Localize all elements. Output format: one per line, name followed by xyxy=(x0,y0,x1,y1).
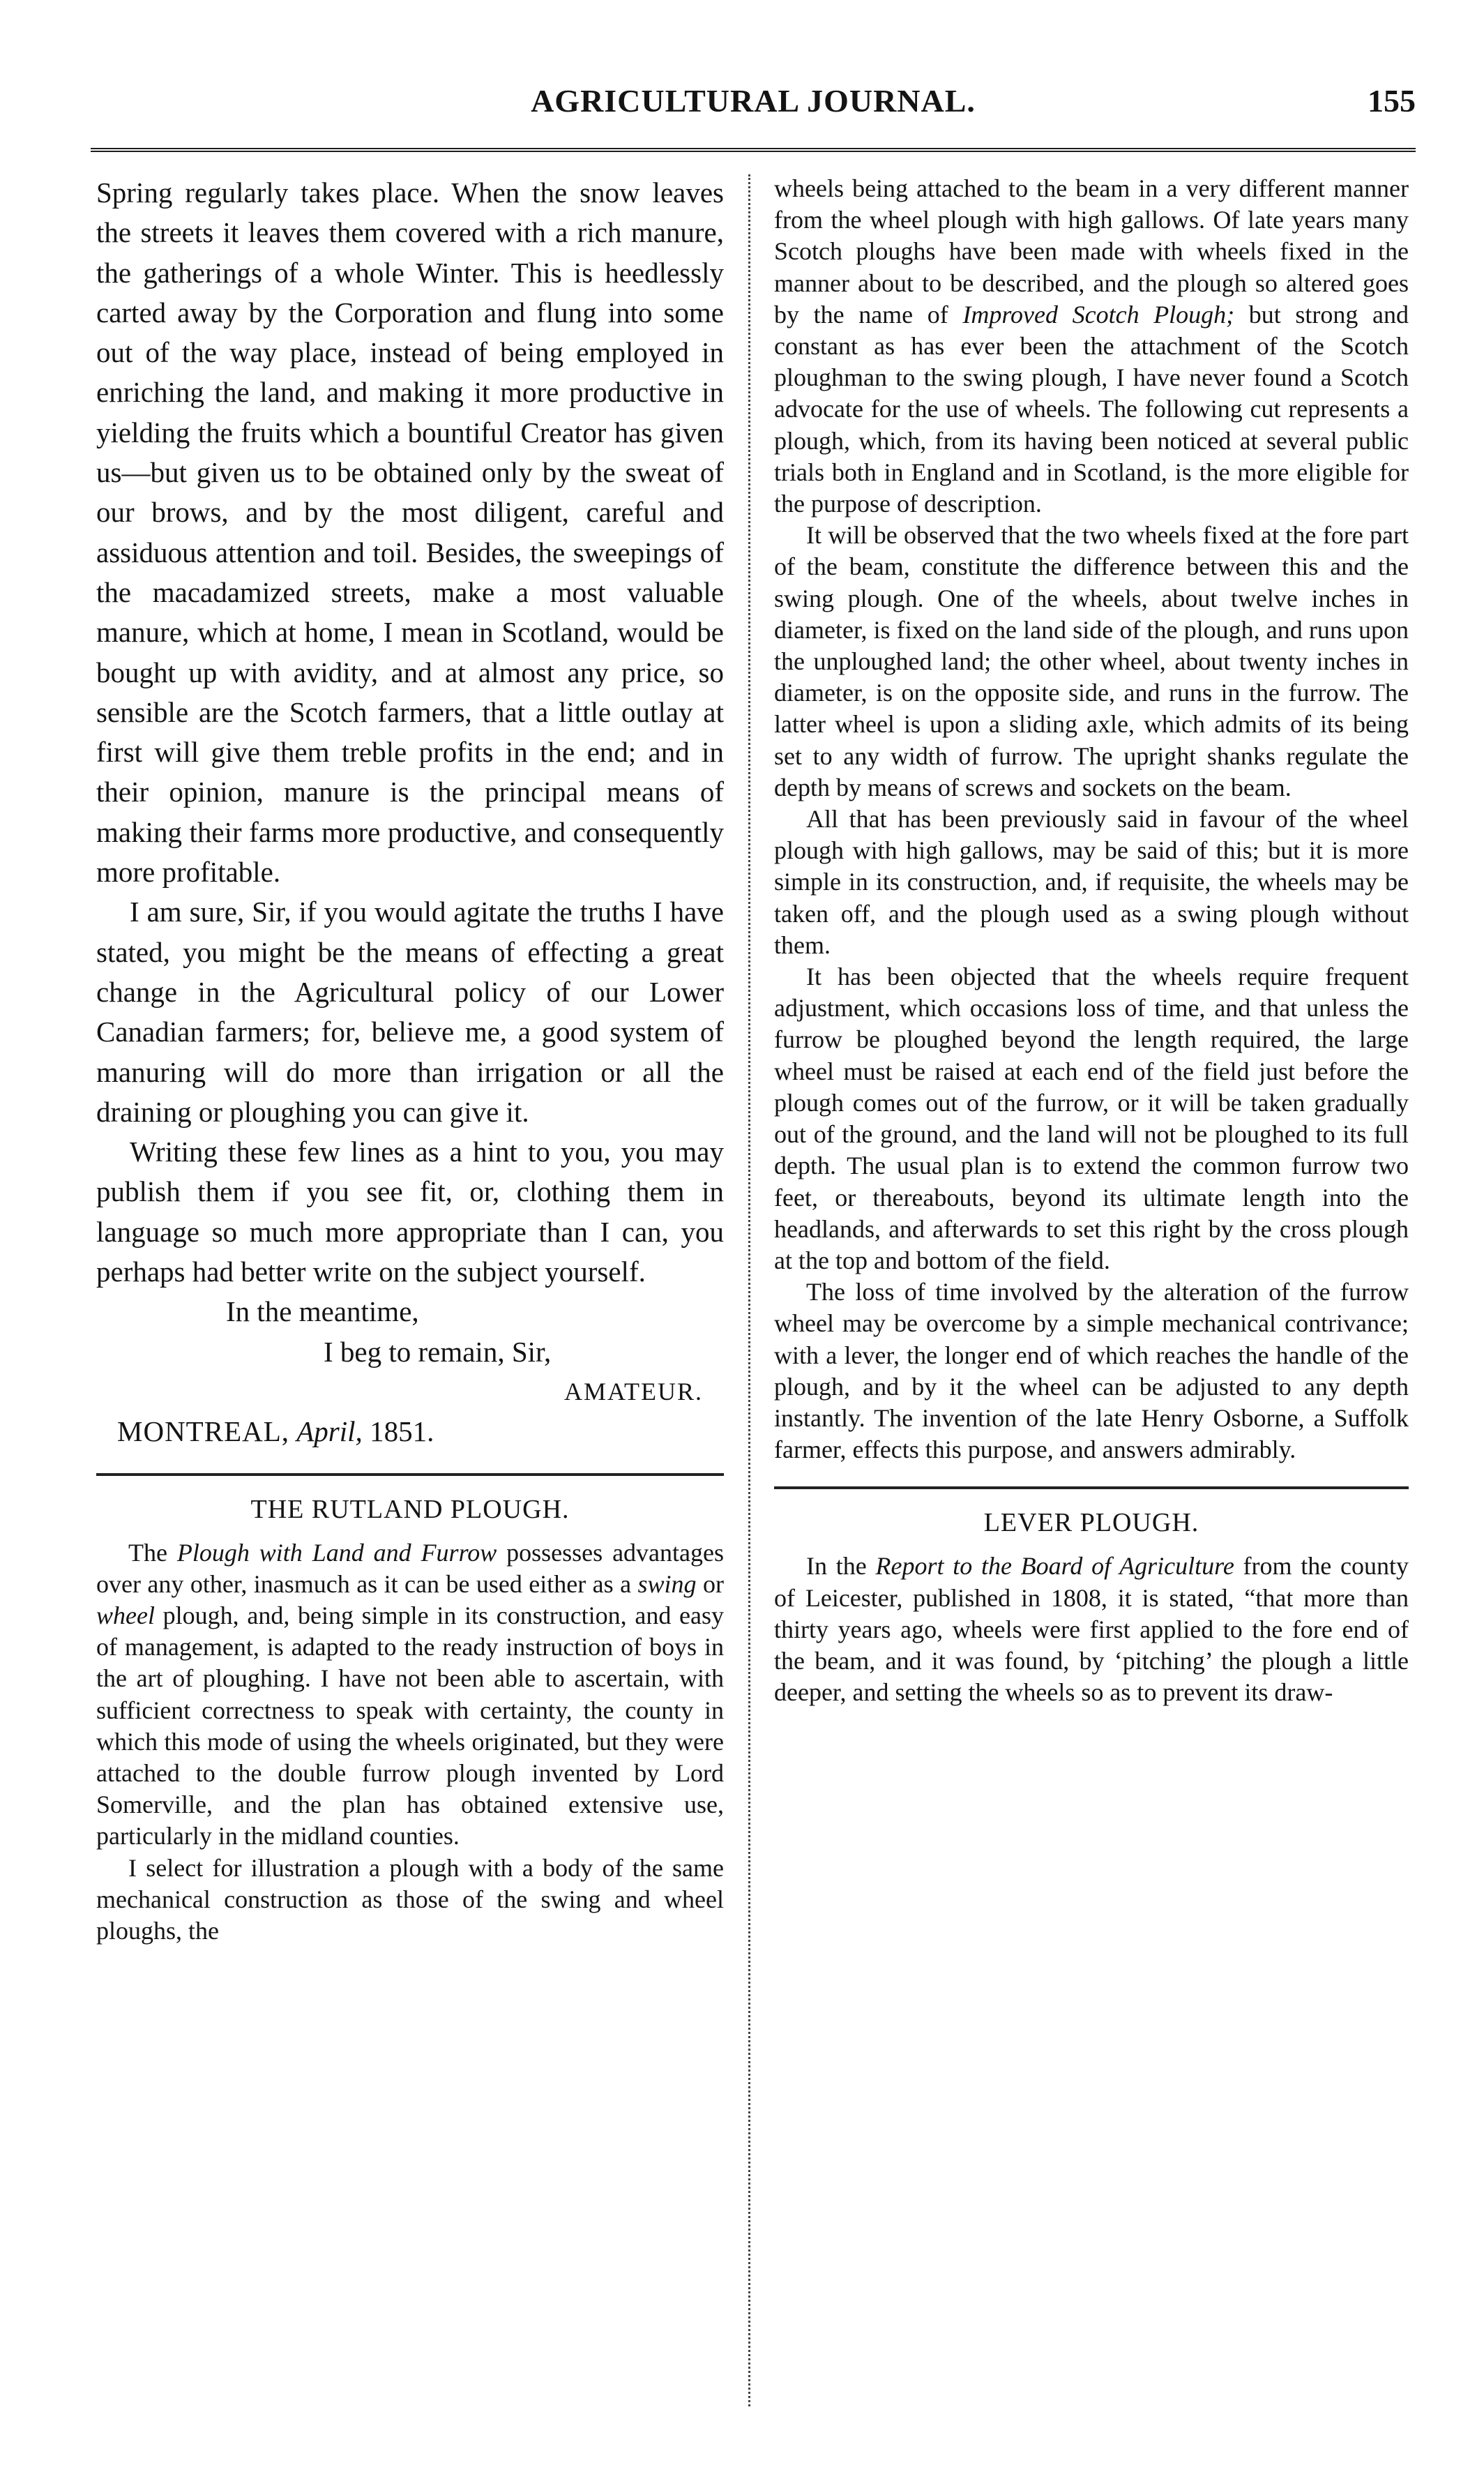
text-run: or xyxy=(696,1569,724,1598)
right-column xyxy=(774,173,1409,2419)
italic-run: Improved Scotch Plough; xyxy=(962,300,1235,329)
section-heading-rutland: THE RUTLAND PLOUGH. xyxy=(250,1494,570,1524)
dateline-place: MONTREAL, xyxy=(117,1415,290,1448)
left-column xyxy=(96,173,724,2419)
signature: AMATEUR. xyxy=(563,1377,703,1405)
text-run: In the xyxy=(806,1552,876,1581)
letter-body xyxy=(96,173,724,1292)
text-run: wheels being attached to the beam in a very different manner from the wheel plough with high gallows. Of late years many Scotch ploughs have been made with wheels fixed in the manner about to be described, and the plough so altered goes by the name of xyxy=(774,174,1409,329)
text-run: The xyxy=(128,1538,177,1567)
text-run: from the county of Leicester, published in 1808, it is stated, “that more than thirty years ago, wheels were first applied to the fore end of the beam, and it was found, by ‘pitching’ the plough a little deeper, and setting the wheels so as to prevent its draw- xyxy=(774,1552,1409,1707)
rutland-paragraph: The loss of time involved by the alteration of the furrow wheel may be overcome by a simple mechanical contrivance; with a lever, the longer end of which reaches the handle of the plough, and by it the wheel can be adjusted to any depth instantly. The invention of the late Henry Osborne, a Suffolk farmer, effects this purpose, and answers admirably. xyxy=(774,1278,1409,1464)
italic-run: wheel xyxy=(96,1601,155,1629)
letter-paragraph: I am sure, Sir, if you would agitate the truths I have stated, you might be the means of effecting a great change in the Agricultural policy of our Lower Canadian farmers; for, believe me, a good system of manuring will do more than irrigation or all the draining or ploughing you can give it. xyxy=(96,896,724,1128)
dateline-year: 1851. xyxy=(370,1415,434,1448)
closing-line: I beg to remain, Sir, xyxy=(324,1335,552,1368)
section-heading-lever: LEVER PLOUGH. xyxy=(983,1508,1199,1538)
text-run: but strong and constant as has ever been the attachment of the Scotch ploughman to the swing plough, I have never found a Scotch advocate for the use of wheels. The following cut represents a plough, which, from its having been noticed at several public trials both in England and in Scotland, is the more eligible for the purpose of description. xyxy=(774,300,1409,518)
rutland-paragraph: It will be observed that the two wheels fixed at the fore part of the beam, constitute the difference between this and the swing plough. One of the wheels, about twelve inches in diameter, is fixed on the land side of the plough, and runs upon the unploughed land; the other wheel, about twenty inches in diameter, is on the opposite side, and runs in the furrow. The latter wheel is upon a sliding axle, which admits of its being set to any width of furrow. The upright shanks regulate the depth by means of screws and sockets on the beam. xyxy=(774,521,1409,801)
rutland-paragraph: It has been objected that the wheels require frequent adjustment, which occasions loss of time, and that unless the furrow be ploughed beyond the length required, the large wheel must be raised at each end of the field just before the plough comes out of the furrow, or it will be taken gradually out of the ground, and the land will not be ploughed to its full depth. The usual plan is to extend the common furrow two feet, or thereabouts, beyond its ultimate length into the headlands, and afterwards to set this right by the cross plough at the top and bottom of the field. xyxy=(774,963,1409,1274)
rutland-body xyxy=(96,1537,724,1947)
rutland-paragraph xyxy=(96,1537,724,1853)
lever-body xyxy=(774,1551,1409,1708)
italic-run: Report to the Board of Agriculture xyxy=(875,1552,1234,1581)
rutland-paragraph: All that has been previously said in favour of the wheel plough with high gallows, may be said of this; but it is more simple in its construction, and, if requisite, the wheels may be taken off, and the plough used as a swing plough without them. xyxy=(774,805,1409,959)
dateline xyxy=(96,1412,724,1452)
running-title: AGRICULTURAL JOURNAL. xyxy=(531,83,976,119)
page-header xyxy=(91,82,1416,131)
closing-line: In the meantime, xyxy=(226,1295,419,1328)
letter-paragraph: Writing these few lines as a hint to you, you may publish them if you see fit, or, clothing them in language so much more appropriate than I can, you perhaps had better write on the subject yourself. xyxy=(96,1136,724,1288)
section-rule xyxy=(96,1473,724,1476)
italic-run: Plough with Land and Furrow xyxy=(176,1538,497,1567)
section-rule xyxy=(774,1486,1409,1489)
rutland-continued xyxy=(774,173,1409,1465)
text-run: plough, and, being simple in its construction, and easy of management, is adapted to the ready instruction of boys in the art of ploughing. I have not been able to ascertain, with sufficient correctness to speak with certainty, the county in which this mode of using the wheels originated, but they were attached to the double furrow plough invented by Lord Somerville, and the plan has obtained extensive use, particularly in the midland counties. xyxy=(96,1601,724,1850)
letter-closing xyxy=(96,1292,724,1452)
letter-paragraph: Spring regularly takes place. When the snow leaves the streets it leaves them covered with a rich manure, the gatherings of a whole Winter. This is heedlessly carted away by the Corporation and flung into some out of the way place, instead of being employed in enriching the land, and making it more productive in yielding the fruits which a bountiful Creator has given us—but given us to be obtained only by the sweat of our brows, and by the most diligent, careful and assiduous attention and toil. Besides, the sweepings of the macadamized streets, make a most valuable manure, which at home, I mean in Scotland, would be bought up with avidity, and at almost any price, so sensible are the Scotch farmers, that a little outlay at first will give them treble profits in the end; and in their opinion, manure is the principal means of making their farms more productive, and consequently more profitable. xyxy=(96,176,724,889)
dateline-month: April, xyxy=(296,1415,363,1448)
italic-run: swing xyxy=(637,1569,697,1598)
rutland-paragraph: I select for illustration a plough with a body of the same mechanical construction as those of the swing and wheel ploughs, the xyxy=(96,1853,724,1945)
header-rule xyxy=(91,148,1416,152)
column-divider xyxy=(748,174,750,2406)
rutland-paragraph xyxy=(774,173,1409,520)
page-number: 155 xyxy=(1368,83,1416,119)
lever-paragraph xyxy=(774,1551,1409,1708)
text-run: possesses advantages over any other, inasmuch as it can be used either as a xyxy=(96,1538,724,1598)
